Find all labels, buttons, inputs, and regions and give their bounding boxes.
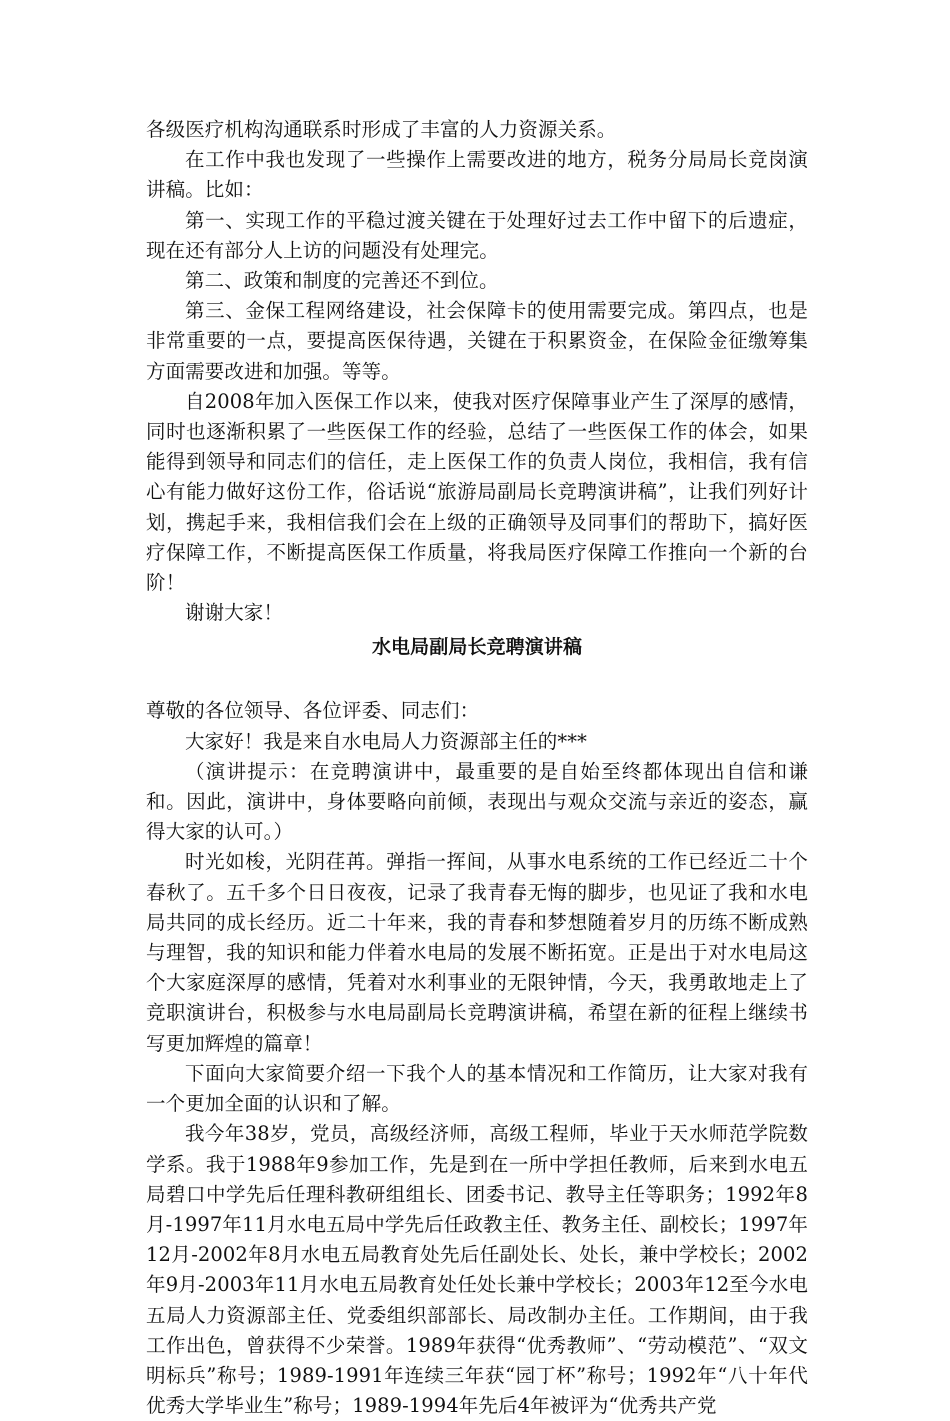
paragraph-7: 谢谢大家！ — [185, 601, 284, 625]
section-title: 水电局副局长竞聘演讲稿 — [371, 636, 583, 659]
salutation: 尊敬的各位领导、各位评委、同志们： — [146, 699, 480, 723]
paragraph-4: 第二、政策和制度的完善还不到位。 — [185, 269, 499, 293]
paragraph-5: 第三、金保工程网络建设，社会保障卡的使用需要完成。第四点，也是非常重要的一点，要提高医保待遇，关键在于积累资金，在保险金征缴筹集方面需要改进和加强。等等。 — [146, 299, 808, 383]
paragraph-11: 时光如梭，光阴荏苒。弹指一挥间，从事水电系统的工作已经近二十个春秋了。五千多个日日夜夜，记录了我青春无悔的脚步，也见证了我和水电局共同的成长经历。近二十年来，我的青春和梦想随着岁月的历练不断成熟与理智，我的知识和能力伴着水电局的发展不断拓宽。正是出于对水电局这个大家庭深厚的感情，凭着对水利事业的无限钟情，今天，我勇敢地走上了竞职演讲台，积极参与水电局副局长竞聘演讲稿，希望在新的征程上继续书写更加辉煌的篇章！ — [146, 850, 808, 1055]
paragraph-tip: （演讲提示：在竞聘演讲中，最重要的是自始至终都体现出自信和谦和。因此，演讲中，身体要略向前倾，表现出与观众交流与亲近的姿态，赢得大家的认可。） — [146, 759, 808, 844]
paragraph-13: 我今年38岁，党员，高级经济师，高级工程师，毕业于天水师范学院数学系。我于1988年9参加工作，先是到在一所中学担任教师，后来到水电五局碧口中学先后任理科教研组组长、团委书记、教导主任等职务；1992年8月-1997年11月水电五局中学先后任政教主任、教务主任、副校长；1997年12月-2002年8月水电五局教育处先后任副处长、处长，兼中学校长；2002年9月-2003年11月水电五局教育处任处长兼中学校长；2003年12至今水电五局人力资源部主任、党委组织部部长、局改制办主任。工作期间，由于我工作出色，曾获得不少荣誉。1989年获得“优秀教师”、“劳动模范”、“双文明标兵”称号；1989-1991年连续三年获“园丁杯”称号；1992年“八十年代优秀大学毕业生”称号；1989-1994年先后4年被评为“优秀共产党 — [146, 1122, 808, 1418]
paragraph-3: 第一、实现工作的平稳过渡关键在于处理好过去工作中留下的后遗症，现在还有部分人上访的问题没有处理完。 — [146, 208, 808, 262]
paragraph-2: 在工作中我也发现了一些操作上需要改进的地方，税务分局局长竞岗演讲稿。比如： — [146, 148, 808, 202]
paragraph-12: 下面向大家简要介绍一下我个人的基本情况和工作简历，让大家对我有一个更加全面的认识和了解。 — [146, 1061, 808, 1116]
paragraph-greeting: 大家好！我是来自水电局人力资源部主任的*** — [185, 729, 587, 753]
document-page — [146, 115, 808, 1421]
paragraph-1: 各级医疗机构沟通联系时形成了丰富的人力资源关系。 — [146, 118, 617, 141]
paragraph-6: 自2008年加入医保工作以来，使我对医疗保障事业产生了深厚的感情，同时也逐渐积累了一些医保工作的经验，总结了一些医保工作的体会，如果能得到领导和同志们的信任，走上医保工作的负责人岗位，我相信，我有信心有能力做好这份工作，俗话说“旅游局副局长竞聘演讲稿”，让我们列好计划，携起手来，我相信我们会在上级的正确领导及同事们的帮助下，搞好医疗保障工作，不断提高医保工作质量，将我局医疗保障工作推向一个新的台阶！ — [146, 389, 808, 595]
